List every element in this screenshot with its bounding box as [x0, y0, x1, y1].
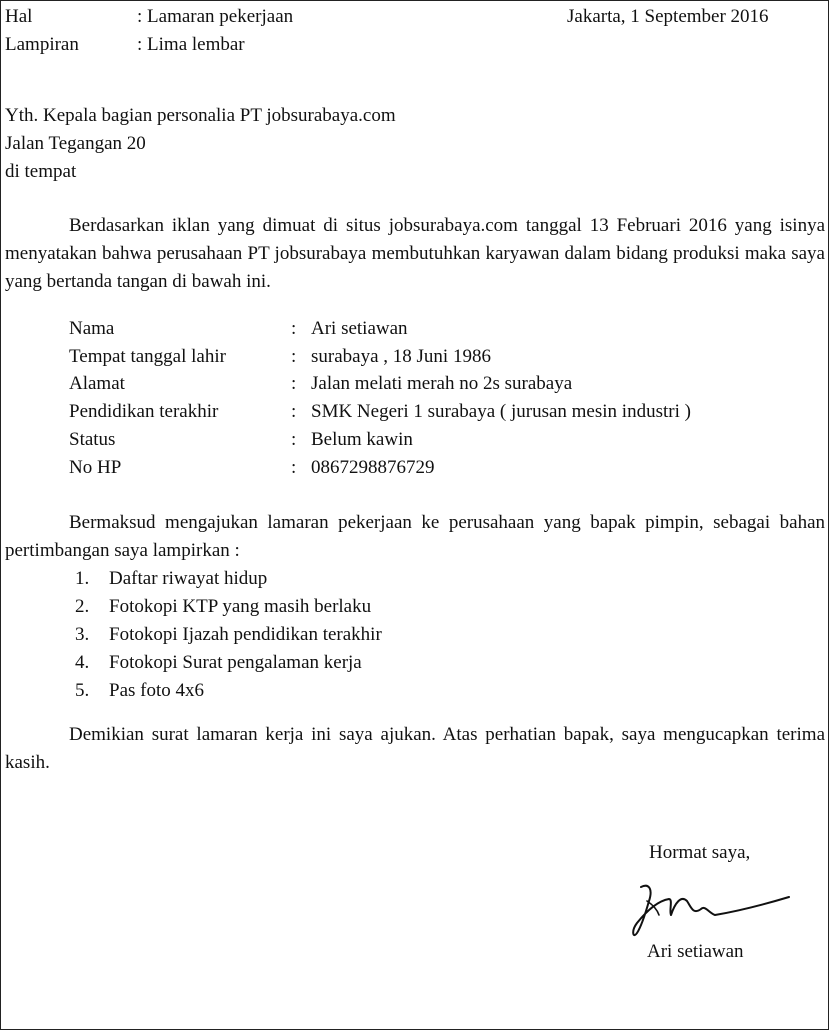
data-label-pendidikan: Pendidikan terakhir: [69, 401, 219, 422]
signoff-greeting: Hormat saya,: [649, 842, 751, 863]
data-sep: :: [291, 429, 297, 450]
lampiran-value: : Lima lembar: [137, 34, 245, 55]
hal-value: : Lamaran pekerjaan: [137, 6, 294, 27]
list-item-number: 5.: [75, 680, 90, 701]
place-date: Jakarta, 1 September 2016: [567, 6, 769, 27]
data-label-nohp: No HP: [69, 457, 122, 478]
list-item: Fotokopi Ijazah pendidikan terakhir: [109, 624, 382, 645]
list-item-number: 3.: [75, 624, 90, 645]
data-label-nama: Nama: [69, 318, 115, 339]
list-item-number: 4.: [75, 652, 90, 673]
list-item: Pas foto 4x6: [109, 680, 204, 701]
data-value-status: Belum kawin: [311, 429, 413, 450]
recipient-line-1: Yth. Kepala bagian personalia PT jobsurabaya.com: [5, 105, 396, 126]
data-label-ttl: Tempat tanggal lahir: [69, 346, 226, 367]
data-label-alamat: Alamat: [69, 373, 125, 394]
data-sep: :: [291, 373, 297, 394]
lampiran-label: Lampiran: [5, 34, 79, 55]
data-value-nohp: 0867298876729: [311, 457, 435, 478]
request-paragraph: Bermaksud mengajukan lamaran pekerjaan ke perusahaan yang bapak pimpin, sebagai bahan pertimbangan saya lampirkan :: [5, 512, 825, 561]
list-item: Fotokopi KTP yang masih berlaku: [109, 596, 372, 617]
data-value-alamat: Jalan melati merah no 2s surabaya: [311, 373, 573, 394]
data-sep: :: [291, 457, 297, 478]
data-sep: :: [291, 401, 297, 422]
recipient-line-2: Jalan Tegangan 20: [5, 133, 146, 154]
data-value-nama: Ari setiawan: [311, 318, 408, 339]
closing-paragraph: Demikian surat lamaran kerja ini saya ajukan. Atas perhatian bapak, saya mengucapkan terima kasih.: [5, 724, 825, 773]
signoff-name: Ari setiawan: [647, 941, 744, 962]
data-value-pendidikan: SMK Negeri 1 surabaya ( jurusan mesin industri ): [311, 401, 691, 422]
data-sep: :: [291, 346, 297, 367]
data-value-ttl: surabaya , 18 Juni 1986: [311, 346, 491, 367]
list-item: Daftar riwayat hidup: [109, 568, 268, 589]
recipient-line-3: di tempat: [5, 161, 77, 182]
data-label-status: Status: [69, 429, 116, 450]
list-item-number: 1.: [75, 568, 90, 589]
intro-paragraph: Berdasarkan iklan yang dimuat di situs jobsurabaya.com tanggal 13 Februari 2016 yang isinya menyatakan bahwa perusahaan PT jobsurabaya membutuhkan karyawan dalam bidang produksi maka saya yang bertanda tangan di bawah ini.: [5, 215, 825, 292]
list-item: Fotokopi Surat pengalaman kerja: [109, 652, 362, 673]
list-item-number: 2.: [75, 596, 90, 617]
data-sep: :: [291, 318, 297, 339]
hal-label: Hal: [5, 6, 33, 27]
